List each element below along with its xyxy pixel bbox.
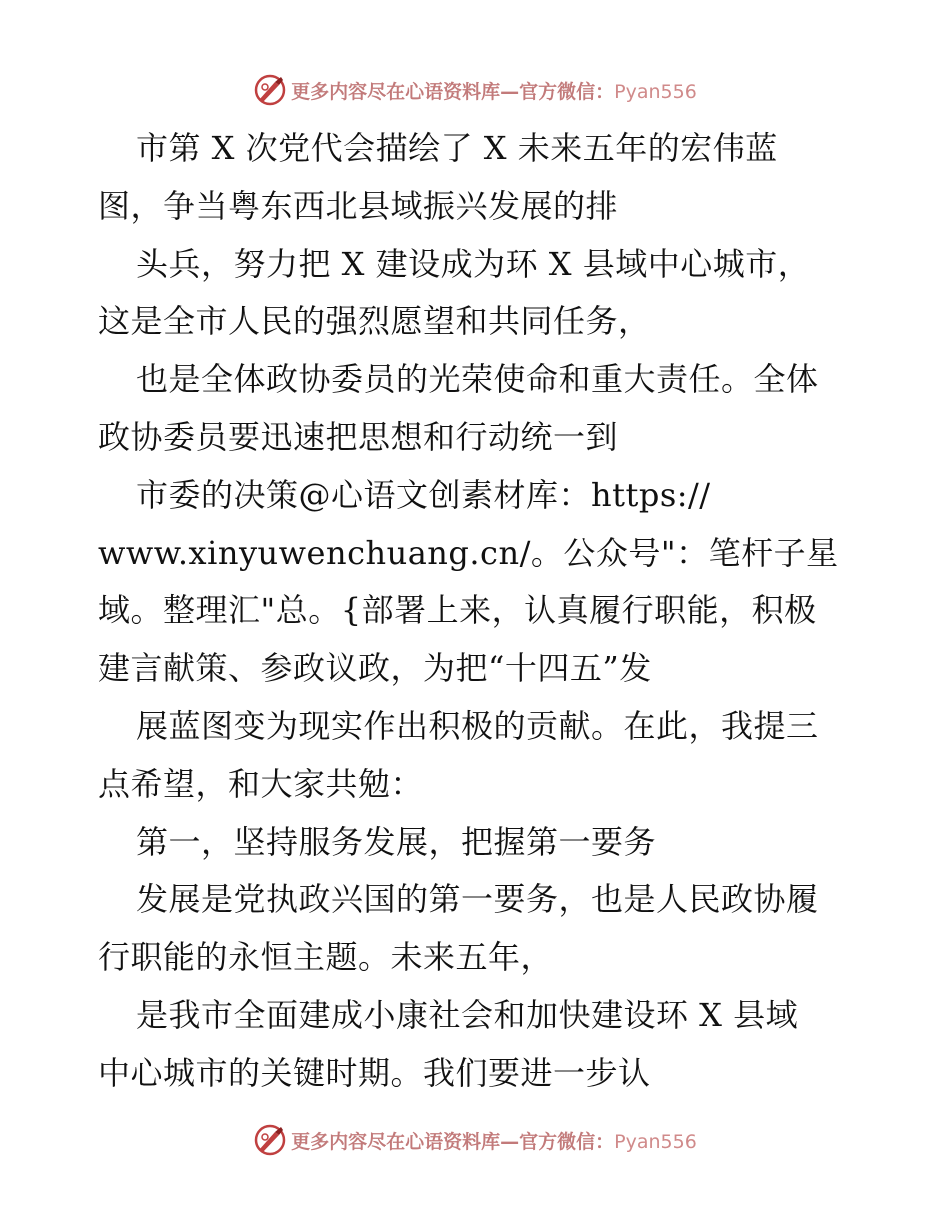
text-line: 市第 X 次党代会描绘了 X 未来五年的宏伟蓝 <box>136 129 778 167</box>
footer-banner <box>0 1120 950 1160</box>
pen-logo-icon <box>253 1123 287 1157</box>
header-banner-main: 更多内容尽在心语资料库—官方微信： <box>291 80 615 103</box>
footer-banner-text <box>291 1127 697 1154</box>
text-line: 行职能的永恒主题。未来五年， <box>98 938 554 977</box>
text-line: 这是全市人民的强烈愿望和共同任务， <box>98 302 651 341</box>
text-line: 点希望，和大家共勉： <box>98 764 424 803</box>
footer-banner-main: 更多内容尽在心语资料库—官方微信： <box>291 1130 615 1153</box>
text-line: 头兵，努力把 X 建设成为环 X 县域中心城市， <box>136 244 811 283</box>
header-banner-account: Pyan556 <box>614 80 697 103</box>
section-heading: 第一，坚持服务发展，把握第一要务 <box>136 822 657 861</box>
text-line: www.xinyuwenchuang.cn/。公众号"：笔杆子星 <box>98 533 839 572</box>
text-line: 也是全体政协委员的光荣使命和重大责任。全体 <box>136 360 819 399</box>
header-banner-text <box>291 77 697 104</box>
text-line: 中心城市的关键时期。我们要进一步认 <box>98 1053 651 1092</box>
document-body <box>98 120 858 1103</box>
text-line: 域。整理汇"总。{部署上来，认真履行职能，积极 <box>98 591 817 630</box>
header-banner <box>0 70 950 110</box>
text-line: 市委的决策@心语文创素材库：https:// <box>136 475 711 514</box>
text-line: 政协委员要迅速把思想和行动统一到 <box>98 417 619 456</box>
text-line: 是我市全面建成小康社会和加快建设环 X 县域 <box>136 995 799 1034</box>
pen-logo-icon <box>253 73 287 107</box>
text-line: 建言献策、参政议政，为把“十四五”发 <box>98 649 652 688</box>
text-line: 图，争当粤东西北县域振兴发展的排 <box>98 186 619 225</box>
text-line: 展蓝图变为现实作出积极的贡献。在此，我提三 <box>136 706 819 745</box>
text-line: 发展是党执政兴国的第一要务，也是人民政协履 <box>136 880 819 919</box>
footer-banner-account: Pyan556 <box>614 1130 697 1153</box>
